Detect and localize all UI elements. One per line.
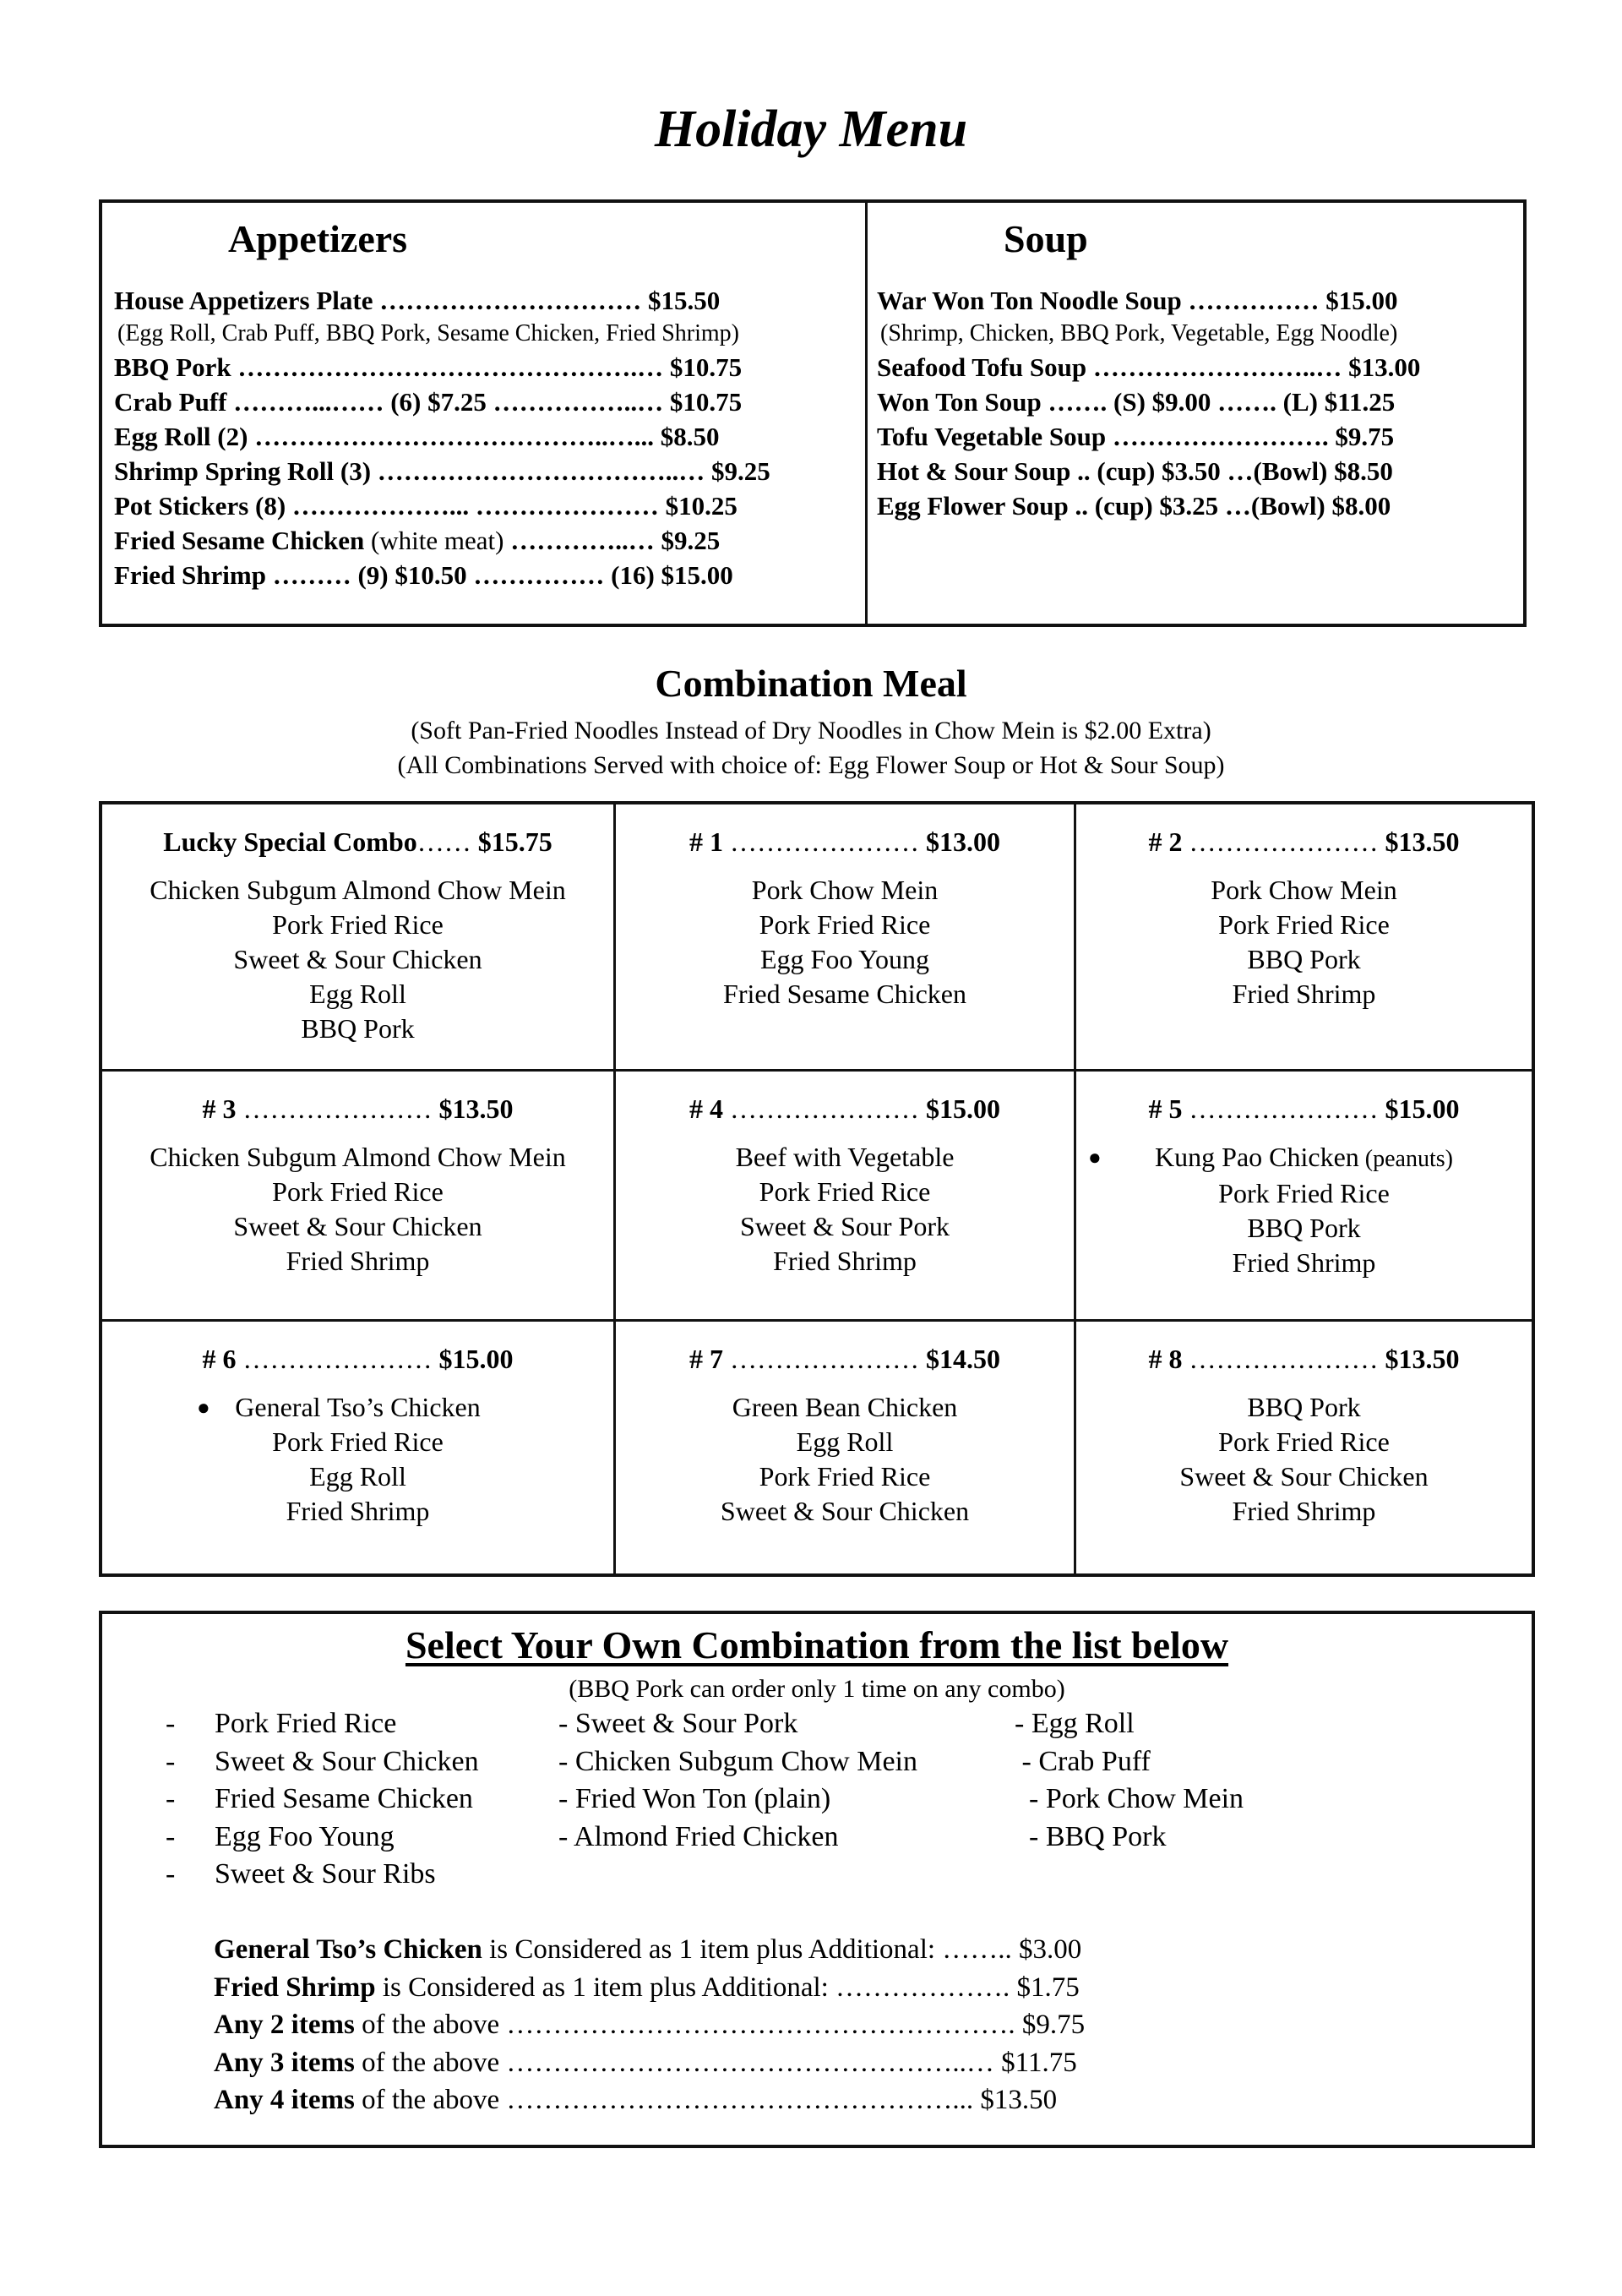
- menu-item-name: Hot & Sour Soup: [877, 456, 1071, 486]
- combo-item: [102, 1459, 613, 1494]
- option-item: [166, 1781, 479, 1819]
- combo-item: [616, 1209, 1074, 1244]
- combo-item: [1076, 977, 1532, 1012]
- combo-item: [616, 1459, 1074, 1494]
- combo-price: $15.75: [471, 826, 552, 857]
- combo-number: # 6: [202, 1344, 237, 1374]
- combo-number: # 2: [1148, 826, 1183, 857]
- option-item: [166, 1705, 479, 1743]
- combo-item-name: Egg Roll: [309, 979, 406, 1009]
- option-item: - Sweet & Sour Pork: [558, 1708, 798, 1739]
- pricing-label: Any 3 items: [214, 2047, 355, 2078]
- combo-item-name: Fried Shrimp: [286, 1496, 430, 1526]
- soup-heading: Soup: [1004, 217, 1088, 260]
- menu-item: [114, 488, 857, 523]
- menu-item-price: ……… (9) $10.50 …………… (16) $15.00: [265, 560, 733, 590]
- menu-item: [114, 454, 857, 488]
- combo-cell: [102, 1072, 616, 1322]
- menu-item-price: …………..… $9.25: [510, 526, 721, 555]
- pricing-line: [214, 2006, 1085, 2044]
- combination-heading: Combination Meal: [655, 662, 967, 705]
- appetizers-list: [114, 283, 857, 592]
- page-title: Holiday Menu: [654, 101, 968, 158]
- option-item: - Crab Puff: [1015, 1745, 1151, 1777]
- combo-item-name: Pork Fried Rice: [272, 1426, 444, 1457]
- option-item: - Almond Fried Chicken: [558, 1820, 839, 1852]
- combo-item-name: Fried Shrimp: [1232, 1247, 1376, 1278]
- option-item: [166, 1856, 479, 1894]
- appetizers-heading: Appetizers: [228, 217, 408, 260]
- combo-item: [102, 1175, 613, 1209]
- menu-item-name: War Won Ton Noodle Soup: [877, 286, 1182, 315]
- combo-leader-dots: …………………: [723, 1093, 926, 1124]
- combination-note-soup: (All Combinations Served with choice of: Egg Flower Soup or Hot & Sour Soup): [397, 751, 1225, 779]
- dash-bullet: -: [166, 1783, 176, 1814]
- combo-item: [616, 1390, 1074, 1425]
- menu-item-price: …………… $15.00: [1181, 286, 1398, 315]
- combo-item-name: Sweet & Sour Chicken: [233, 944, 482, 974]
- combo-item: [616, 1494, 1074, 1529]
- menu-item: [114, 419, 857, 454]
- options-column-1: [166, 1705, 479, 1894]
- combo-item-note: (peanuts): [1358, 1146, 1453, 1172]
- combo-number: Lucky Special Combo: [163, 826, 417, 857]
- option-item: - Egg Roll: [1015, 1708, 1135, 1739]
- combo-price: $13.00: [926, 826, 1000, 857]
- combo-item: [616, 1175, 1074, 1209]
- combo-leader-dots: …………………: [1182, 1093, 1385, 1124]
- pricing-label: General Tso’s Chicken: [214, 1934, 482, 1965]
- pricing-detail: is Considered as 1 item plus Additional: ………………. $1.75: [375, 1972, 1080, 2003]
- menu-item: [114, 384, 857, 419]
- menu-item: [114, 558, 857, 592]
- combo-header: [1076, 1344, 1532, 1375]
- combo-item: [102, 1244, 613, 1279]
- combo-cell: [616, 1322, 1076, 1573]
- menu-item-price: ……………………..… $13.00: [1086, 352, 1421, 382]
- combo-item-name: Pork Fried Rice: [272, 909, 444, 940]
- combo-price: $15.00: [1385, 1093, 1460, 1124]
- menu-item-name: BBQ Pork: [114, 352, 231, 382]
- menu-item-name: Crab Puff: [114, 387, 227, 417]
- combo-leader-dots: …………………: [1182, 826, 1385, 857]
- column-divider: [865, 203, 868, 624]
- pricing-line: [214, 1931, 1085, 1969]
- select-own-note: (BBQ Pork can order only 1 time on any combo): [569, 1675, 1065, 1703]
- combo-item: [616, 977, 1074, 1012]
- menu-item-price: ……. (S) $9.00 ……. (L) $11.25: [1041, 387, 1396, 417]
- option-name: Fried Sesame Chicken: [215, 1783, 473, 1814]
- menu-item-price: ………...…… (6) $7.25 ……………..… $10.75: [226, 387, 743, 417]
- bullet-icon: ●: [197, 1395, 210, 1420]
- combo-price: $13.50: [1385, 826, 1460, 857]
- select-own-box: [99, 1611, 1535, 2148]
- combo-item-name: BBQ Pork: [1247, 1213, 1361, 1243]
- pricing-label: Any 4 items: [214, 2085, 355, 2115]
- menu-item-name: Won Ton Soup: [877, 387, 1042, 417]
- combo-price: $15.00: [926, 1093, 1000, 1124]
- option-name: Sweet & Sour Chicken: [215, 1745, 479, 1777]
- combo-item-name: BBQ Pork: [1247, 1392, 1361, 1422]
- combo-cell: [102, 804, 616, 1072]
- combo-item-name: Fried Sesame Chicken: [723, 979, 966, 1009]
- dash-bullet: -: [166, 1820, 176, 1852]
- combo-item-name: Pork Chow Mein: [1211, 875, 1397, 905]
- combo-cell: [1076, 804, 1532, 1072]
- menu-item-price: .. (cup) $3.25 …(Bowl) $8.00: [1068, 491, 1391, 521]
- pricing-line: [214, 2081, 1085, 2119]
- combo-item: [616, 1425, 1074, 1459]
- combo-item-name: Pork Fried Rice: [272, 1176, 444, 1207]
- pricing-line: [214, 2044, 1085, 2082]
- combo-number: # 7: [689, 1344, 723, 1374]
- combo-number: # 8: [1148, 1344, 1183, 1374]
- combo-item-name: Pork Fried Rice: [759, 1176, 931, 1207]
- menu-item: [877, 384, 1519, 419]
- combination-note-noodles: (Soft Pan-Fried Noodles Instead of Dry Noodles in Chow Mein is $2.00 Extra): [411, 717, 1211, 744]
- combo-price: $13.50: [438, 1093, 514, 1124]
- combo-item: [616, 1140, 1074, 1175]
- combo-cell: [1076, 1072, 1532, 1322]
- combo-item: [102, 1390, 613, 1425]
- combo-item: [102, 1209, 613, 1244]
- pricing-line: [214, 1969, 1085, 2007]
- combo-item-name: Pork Fried Rice: [1218, 1426, 1390, 1457]
- menu-item-name: House Appetizers Plate: [114, 286, 373, 315]
- combo-header: [102, 1093, 613, 1125]
- bullet-icon: ●: [1088, 1145, 1102, 1170]
- combination-grid: [99, 801, 1535, 1577]
- combo-item: [1076, 1140, 1532, 1176]
- combo-price: $15.00: [438, 1344, 514, 1374]
- combination-pricing: [214, 1931, 1085, 2119]
- option-name: Egg Foo Young: [215, 1820, 395, 1852]
- combo-item: [102, 1494, 613, 1529]
- combo-price: $14.50: [926, 1344, 1000, 1374]
- combo-item-name: Sweet & Sour Chicken: [233, 1211, 482, 1241]
- menu-item-name: Tofu Vegetable Soup: [877, 422, 1107, 451]
- menu-item: [114, 283, 857, 318]
- combo-item: [1076, 1246, 1532, 1280]
- menu-item: [877, 283, 1519, 318]
- combo-item-name: Sweet & Sour Pork: [740, 1211, 950, 1241]
- combo-item: [1076, 1176, 1532, 1211]
- combo-item: [616, 873, 1074, 908]
- menu-item: [114, 523, 857, 558]
- pricing-detail: of the above …………………………………………... $13.50: [354, 2085, 1058, 2115]
- menu-item: [877, 488, 1519, 523]
- dash-bullet: -: [166, 1745, 176, 1777]
- combo-cell: [102, 1322, 616, 1573]
- combo-item-name: Pork Fried Rice: [1218, 1178, 1390, 1208]
- menu-item: [114, 350, 857, 384]
- combo-leader-dots: ……: [416, 826, 471, 857]
- option-item: - Chicken Subgum Chow Mein: [558, 1745, 917, 1777]
- combo-item-name: Egg Foo Young: [759, 944, 930, 974]
- menu-item-name: Egg Roll (2): [114, 422, 248, 451]
- combo-leader-dots: …………………: [1182, 1344, 1385, 1374]
- option-item: [166, 1819, 479, 1857]
- menu-item-price: ……………………. $9.75: [1106, 422, 1395, 451]
- combo-item-name: Fried Shrimp: [773, 1246, 917, 1276]
- menu-item-price: ………………………… $15.50: [373, 286, 721, 315]
- menu-item: [877, 350, 1519, 384]
- combo-item: [1076, 1211, 1532, 1246]
- pricing-detail: is Considered as 1 item plus Additional: …….. $3.00: [482, 1934, 1082, 1965]
- appetizers-soup-box: [99, 199, 1527, 627]
- combo-item: [102, 942, 613, 977]
- combo-cell: [616, 804, 1076, 1072]
- menu-item: [877, 454, 1519, 488]
- combo-item-name: Fried Shrimp: [1232, 1496, 1376, 1526]
- combo-item-name: Egg Roll: [796, 1426, 894, 1457]
- combo-item-name: Beef with Vegetable: [735, 1142, 955, 1172]
- combo-number: # 4: [689, 1093, 723, 1124]
- combo-item: [1076, 1390, 1532, 1425]
- dash-bullet: -: [166, 1708, 176, 1739]
- combo-header: [616, 1093, 1074, 1125]
- option-name: Sweet & Sour Ribs: [215, 1858, 436, 1890]
- combo-item: [102, 1140, 613, 1175]
- menu-item-name: Fried Sesame Chicken: [114, 526, 365, 555]
- combo-price: $13.50: [1385, 1344, 1460, 1374]
- combo-number: # 3: [202, 1093, 237, 1124]
- combo-item: [616, 1244, 1074, 1279]
- pricing-label: Fried Shrimp: [214, 1972, 376, 2003]
- pricing-label: Any 2 items: [214, 2010, 355, 2040]
- pricing-detail: of the above …………………………………………..… $11.75: [354, 2047, 1077, 2078]
- combo-cell: [1076, 1322, 1532, 1573]
- combo-item-name: Fried Shrimp: [1232, 979, 1376, 1009]
- combo-item: [1076, 942, 1532, 977]
- combo-cell: [616, 1072, 1076, 1322]
- option-item: [166, 1743, 479, 1781]
- menu-item-name: Pot Stickers (8): [114, 491, 286, 521]
- combo-item-name: Sweet & Sour Chicken: [1179, 1461, 1429, 1492]
- combo-item-name: Kung Pao Chicken: [1155, 1142, 1359, 1172]
- combo-item: [1076, 873, 1532, 908]
- combo-item-name: Chicken Subgum Almond Chow Mein: [150, 1142, 566, 1172]
- combo-item: [1076, 1494, 1532, 1529]
- combo-item-name: Pork Chow Mein: [751, 875, 939, 905]
- menu-item-price: ……………………………..… $9.25: [371, 456, 770, 486]
- menu-item-name: Seafood Tofu Soup: [877, 352, 1087, 382]
- combo-header: [1076, 1093, 1532, 1125]
- combo-header: [616, 826, 1074, 858]
- combo-item: [1076, 1459, 1532, 1494]
- menu-item-detail: (white meat): [364, 526, 511, 555]
- combo-item-name: BBQ Pork: [1247, 944, 1361, 974]
- menu-item-note: (Shrimp, Chicken, BBQ Pork, Vegetable, Egg Noodle): [880, 320, 1398, 346]
- menu-item-name: Egg Flower Soup: [877, 491, 1069, 521]
- combo-header: [102, 1344, 613, 1375]
- soup-list: [877, 283, 1519, 523]
- combo-leader-dots: …………………: [723, 826, 926, 857]
- combo-item: [102, 1012, 613, 1046]
- menu-item-note: (Egg Roll, Crab Puff, BBQ Pork, Sesame Chicken, Fried Shrimp): [117, 320, 739, 346]
- menu-item: [877, 419, 1519, 454]
- combo-header: [616, 1344, 1074, 1375]
- combo-item: [102, 977, 613, 1012]
- pricing-detail: of the above ………………………………………………. $9.75: [354, 2010, 1086, 2040]
- combo-number: # 5: [1148, 1093, 1183, 1124]
- combo-item-name: Pork Fried Rice: [759, 909, 931, 940]
- menu-item-price: ……………………………………….… $10.75: [231, 352, 743, 382]
- combo-header: [1076, 826, 1532, 858]
- option-item: - Pork Chow Mein: [1015, 1783, 1244, 1814]
- combo-item: [616, 942, 1074, 977]
- option-name: Pork Fried Rice: [215, 1708, 397, 1739]
- combo-item: [616, 908, 1074, 942]
- dash-bullet: -: [166, 1858, 176, 1890]
- menu-item-name: Fried Shrimp: [114, 560, 266, 590]
- combo-leader-dots: …………………: [236, 1093, 439, 1124]
- combo-item: [102, 908, 613, 942]
- option-item: - Fried Won Ton (plain): [558, 1783, 831, 1814]
- option-item: - BBQ Pork: [1015, 1820, 1167, 1852]
- options-column-3: [1015, 1705, 1244, 1856]
- combo-item: [1076, 908, 1532, 942]
- combo-leader-dots: …………………: [236, 1344, 439, 1374]
- combo-item-name: Fried Shrimp: [286, 1246, 430, 1276]
- combo-item-name: Chicken Subgum Almond Chow Mein: [150, 875, 566, 905]
- combo-item-name: Sweet & Sour Chicken: [720, 1496, 970, 1526]
- menu-item-price: .. (cup) $3.50 …(Bowl) $8.50: [1070, 456, 1393, 486]
- select-own-heading: Select Your Own Combination from the list below: [405, 1623, 1229, 1666]
- menu-item-name: Shrimp Spring Roll (3): [114, 456, 372, 486]
- combo-item-name: General Tso’s Chicken: [235, 1392, 481, 1422]
- combo-item: [1076, 1425, 1532, 1459]
- combo-item-name: BBQ Pork: [301, 1013, 415, 1044]
- combo-leader-dots: …………………: [723, 1344, 926, 1374]
- combo-item-name: Pork Fried Rice: [759, 1461, 931, 1492]
- menu-item-price: …………………………………..…... $8.50: [248, 422, 720, 451]
- combo-item: [102, 1425, 613, 1459]
- combo-item: [102, 873, 613, 908]
- menu-item-price: ………………... ………………… $10.25: [286, 491, 738, 521]
- combo-item-name: Green Bean Chicken: [732, 1392, 958, 1422]
- combo-item-name: Pork Fried Rice: [1218, 909, 1390, 940]
- combo-number: # 1: [689, 826, 723, 857]
- combo-header: [102, 826, 613, 858]
- options-column-2: [558, 1705, 917, 1856]
- combo-item-name: Egg Roll: [309, 1461, 406, 1492]
